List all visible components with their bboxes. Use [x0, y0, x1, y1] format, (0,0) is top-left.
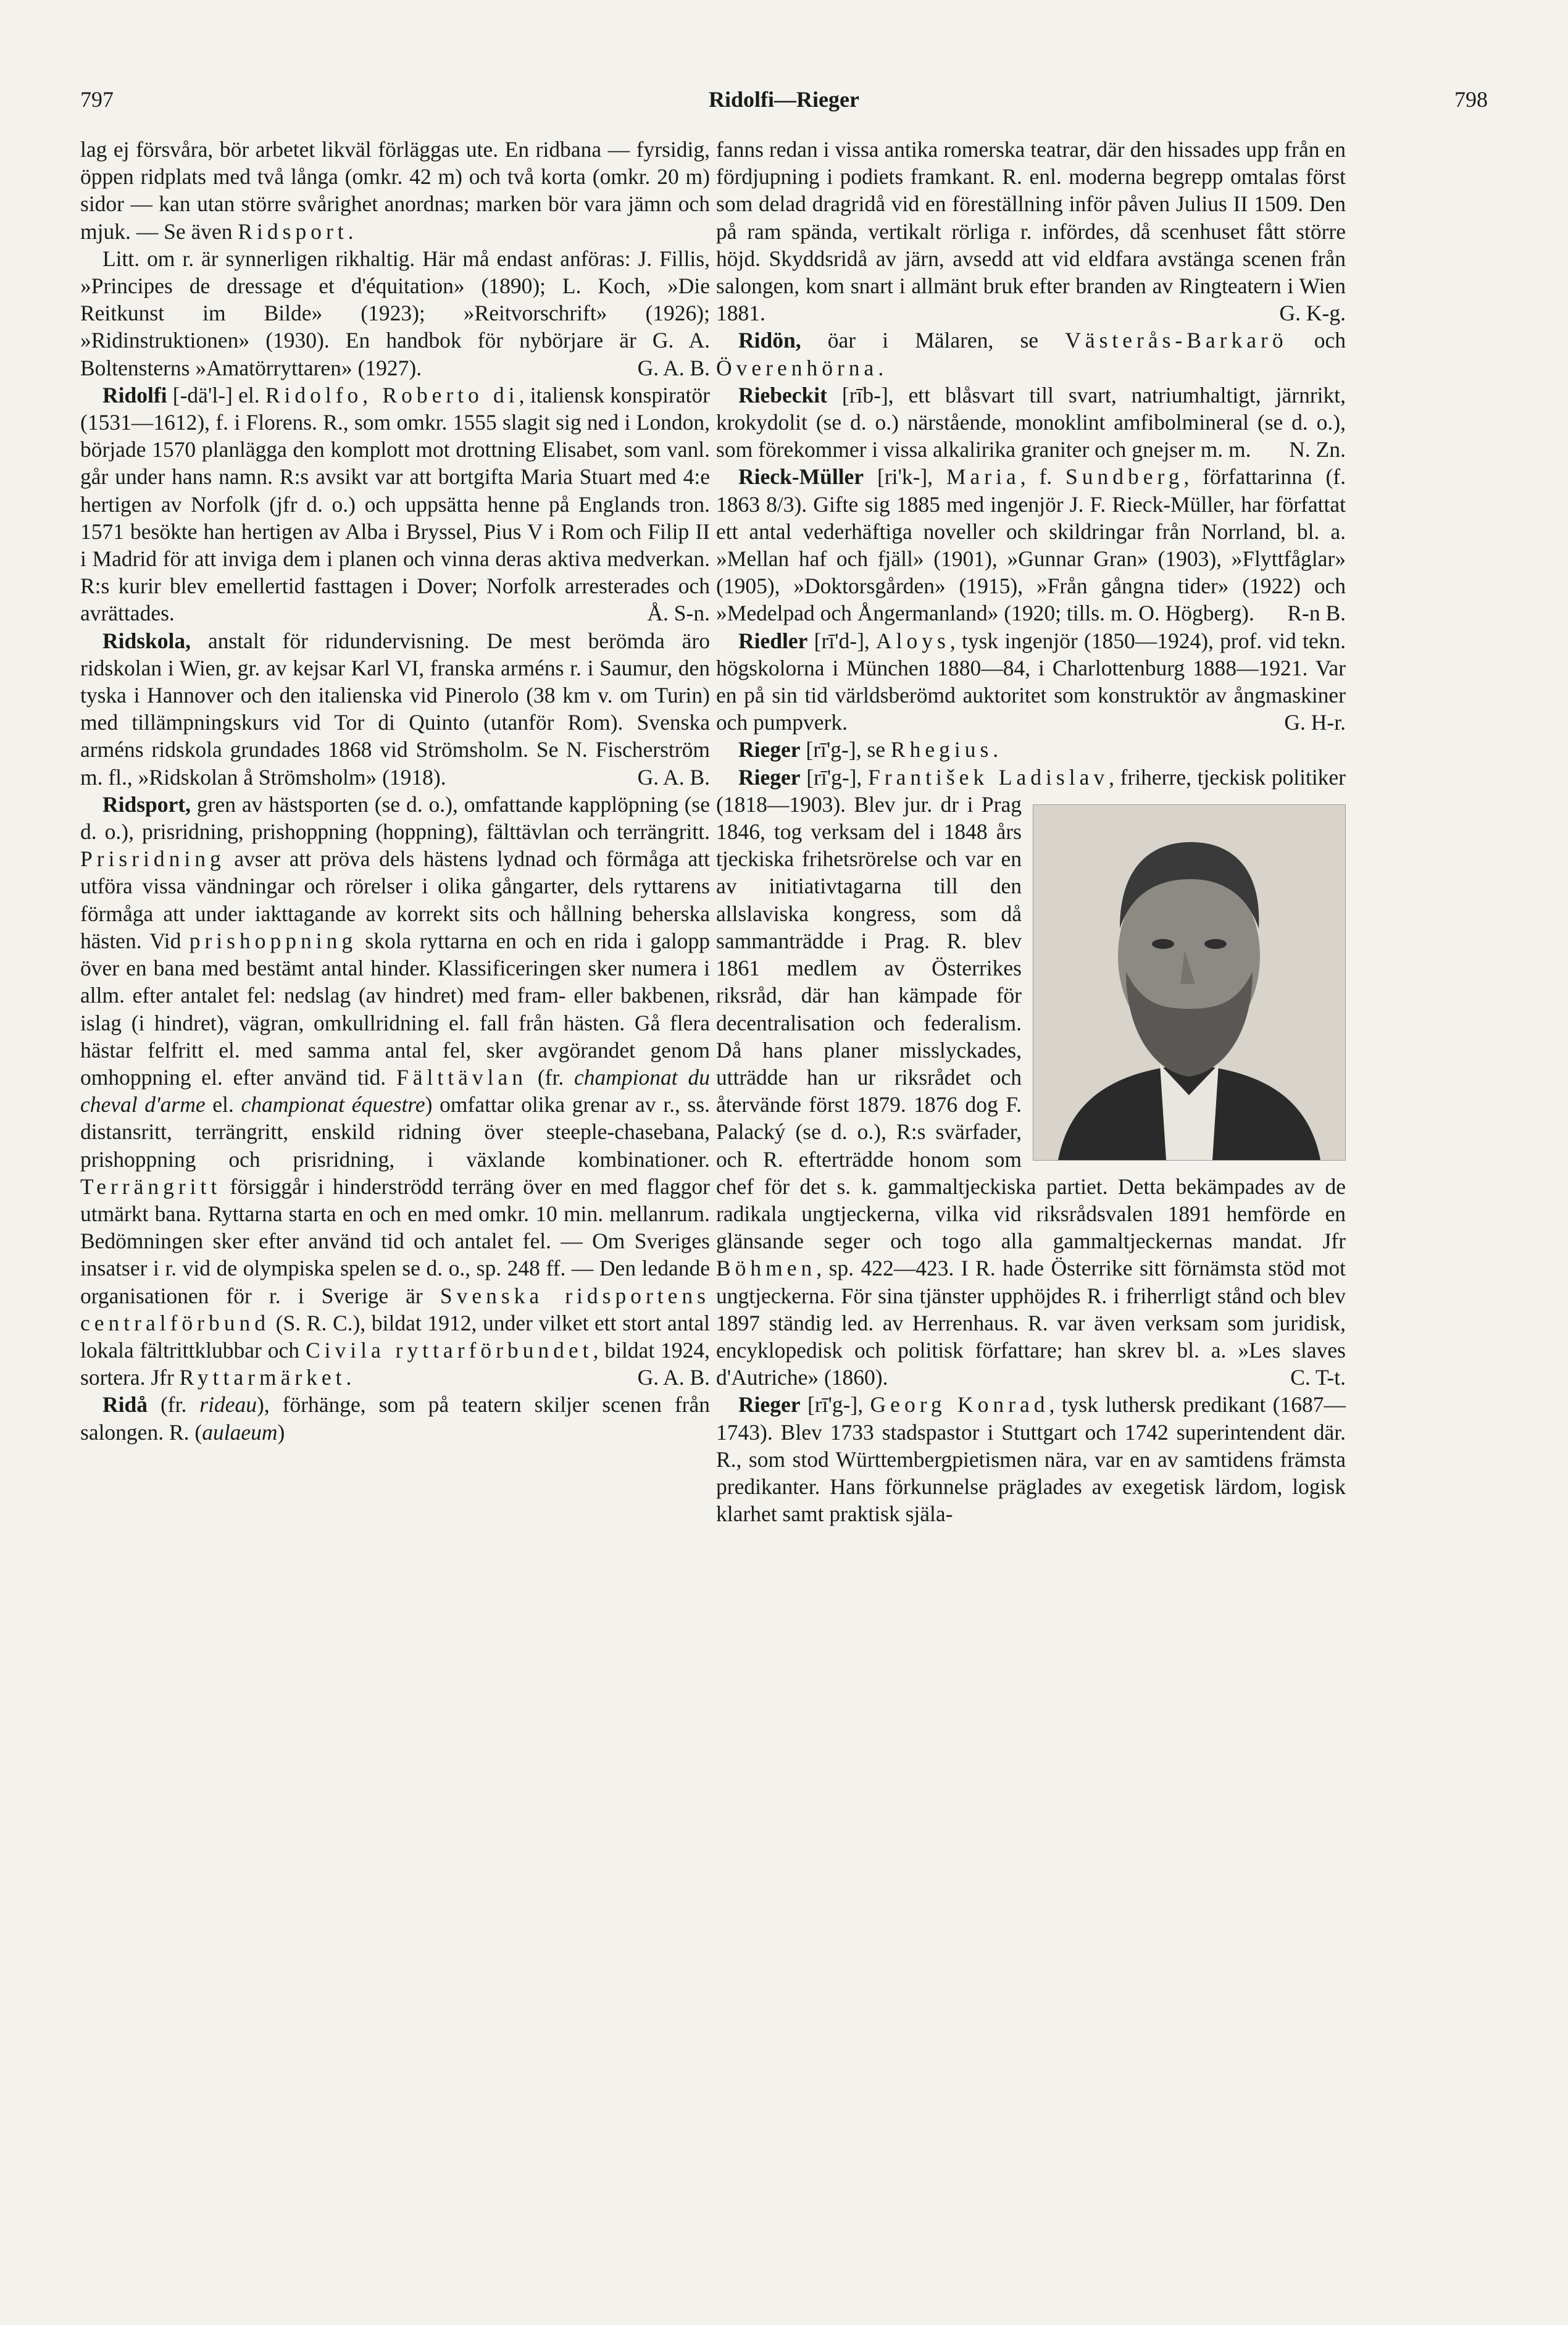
body-text: öar i Mälaren, se	[801, 328, 1065, 353]
headword: Ridå	[102, 1392, 148, 1417]
spaced-name: Ridolfo, Roberto di	[265, 382, 519, 407]
page-number-left: 797	[80, 87, 114, 112]
spaced-term: Fälttävlan	[396, 1064, 527, 1090]
headword: Riedler	[738, 628, 808, 653]
body-text: , f.	[1020, 464, 1066, 490]
cross-reference: Ryttarmärket	[179, 1365, 346, 1390]
author-signature: C. T-t.	[1290, 1365, 1346, 1390]
left-column	[80, 136, 710, 1446]
headword: Ridolfi	[102, 382, 167, 407]
entry-ridskola	[80, 627, 710, 791]
body-text: [ri'k-],	[864, 464, 946, 490]
author-signature: G. A. B.	[637, 764, 710, 790]
entry-rieger-frantisek	[716, 764, 1346, 1392]
body-text: [rī'd-],	[807, 628, 877, 653]
italic-term: rideau	[199, 1392, 257, 1417]
body-text: .	[878, 355, 884, 380]
body-text: skola ryttarna en och en rida i galopp över en bana med bestämt antal hinder. Klassificeringen sker numera i allm. efter antalet fel: nedslag (av hindret) med fram- eller bakbenen, islag (i hindret), vägran, omkullridning el. fall från hästen. Gå flera hästar felfritt el. med samma antal fel, sker avgörandet genom omhoppning el. efter använd tid.	[80, 928, 711, 1090]
entry-rieger-ref	[716, 736, 1346, 763]
cross-reference: Västerås-Barkarö	[1065, 328, 1288, 353]
body-text: (fr.	[527, 1064, 575, 1090]
headword: Rieger	[738, 1392, 801, 1417]
author-signature: Å. S-n.	[647, 601, 710, 626]
spaced-term: Svenska ridsportens centralförbund	[80, 1283, 710, 1335]
body-text: , bildat 1924, sortera. Jfr	[80, 1337, 710, 1390]
cross-reference: Överenhörna	[716, 355, 878, 380]
body-text: lag ej försvåra, bör arbetet likväl förläggas ute. En ridbana — fyrsidig, öppen ridplats med två långa (omkr. 42 m) och två korta (omkr. 20 m) sidor — kan utan större svårighet anordnas; marken bör vara jämn och mjuk. — Se även	[80, 137, 710, 244]
author-signature: G. H-r.	[1284, 710, 1346, 735]
cross-reference: Rhegius	[890, 737, 993, 762]
spaced-name: Georg Konrad	[870, 1392, 1049, 1417]
body-text: ) omfattar olika grenar av r., ss. distansritt, terrängritt, enskild ridning över steeple-chasebana, prishoppning och prisridning, i växlande kombinationer.	[80, 1092, 710, 1172]
author-signature: G. K-g.	[1279, 301, 1346, 326]
body-text: , italiensk konspiratör (1531—1612), f. i Florens. R., som omkr. 1555 slagit sig ned i London, började 1570 planlägga den komplott mot drottning Elisabet, som vanl. går under hans namn. R:s avsikt var att bortgifta Maria Stuart med 4:e hertigen av Norfolk (jfr d. o.) och uppsätta henne på Englands tron. 1571 besökte han hertigen av Alba i Bryssel, Pius V i Rom och Filip II i Madrid för att inviga dem i planen och vinna deras aktiva medverkan. R:s kurir blev emellertid fasttagen i Dover; Norfolk arresterades och avrättades.	[80, 382, 710, 626]
body-text: och	[1287, 328, 1346, 353]
italic-term: championat équestre	[241, 1092, 425, 1117]
entry-rida-continuation	[716, 136, 1346, 327]
spaced-name: František Ladislav	[868, 764, 1109, 790]
entry-ridsport	[80, 791, 710, 1391]
running-title: Ridolfi—Rieger	[709, 87, 859, 112]
body-text: [rīb-], ett blåsvart till svart, natriumhaltigt, järnrikt, krokydolit (se d. o.) närstående, monoklint amfibolmineral (se d. o.), som förekommer i vissa alkalirika graniter och gnejser m. m.	[716, 382, 1346, 462]
entry-rida	[80, 1391, 710, 1445]
literature-paragraph	[80, 245, 710, 382]
body-text: (fr.	[148, 1392, 200, 1417]
headword: Rieck-Müller	[738, 464, 864, 490]
headword: Rieger	[738, 764, 801, 790]
body-text: [rī'g-],	[800, 1392, 870, 1417]
author-signature: G. A. B.	[637, 355, 710, 380]
spaced-name: Sundberg	[1065, 464, 1184, 490]
body-text: ), förhänge, som på teatern skiljer scenen från salongen. R. (	[80, 1392, 710, 1445]
body-text: , friherre, tjeckisk politiker (1818—1903). Blev jur. dr i Prag 1846, tog verksam del i 1848 års tjeckiska frihetsrörelse och var en av initiativtagarna till den allslaviska kongress, som då sammanträdde i Prag. R. blev 1861 medlem av Österrikes riksråd, där han kämpade för decentralisation och federalism. Då hans planer misslyckades, utträdde han ur riksrådet och återvände först 1879. 1876 dog F. Palacký (se d. o.), R:s svärfader, och R. efterträdde honom som chef för det s. k. gammaltjeckiska partiet. Detta bekämpades av de radikala ungtjeckerna, vilka vid riksrådsvalen 1891 hemförde en glänsande seger och togo alla gammaltjeckernas mandat. Jfr	[716, 764, 1346, 1254]
headword: Riebeckit	[738, 382, 827, 407]
spaced-term: Terrängritt	[80, 1174, 222, 1199]
body-text: Litt. om r. är synnerligen rikhaltig. Här må endast anföras: J. Fillis, »Principes de dressage et d'équitation» (1890); L. Koch, »Die Reitkunst im Bilde» (1923); »Reitvorschrift» (1926); »Ridinstruktionen» (1930). En handbok för nybörjare är G. A. Boltensterns »Amatörryttaren» (1927).	[80, 246, 710, 380]
entry-rieck-muller	[716, 463, 1346, 627]
spaced-term: prishoppning	[189, 928, 357, 953]
body-text: (S. R. C.), bildat 1912, under vilket ett stort antal lokala fältrittklubbar och	[80, 1310, 710, 1363]
headword: Ridskola,	[102, 628, 191, 653]
portrait-photo	[1033, 804, 1346, 1161]
body-text: .	[346, 1365, 352, 1390]
body-text: [rī'g-], se	[800, 737, 891, 762]
page-header	[80, 86, 1488, 123]
body-text: el.	[205, 1092, 241, 1117]
portrait-image	[1033, 805, 1345, 1160]
body-text: [-dä'l-] el.	[167, 382, 265, 407]
body-text: gren av hästsporten (se d. o.), omfattande kapplöpning (se d. o.), prisridning, prishoppning (hoppning), fälttävlan och terrängritt.	[80, 791, 710, 845]
cross-reference: Ridsport	[238, 219, 348, 244]
entry-riebeckit	[716, 382, 1346, 464]
body-text: anstalt för ridundervisning. De mest berömda äro ridskolan i Wien, gr. av kejsar Karl VI, franska arméns r. i Saumur, den tyska i Hannover och den italienska vid Pinerolo (38 km v. om Turin) med tillämpningskurs vid Tor di Quinto (utanför Rom). Svenska arméns ridskola grundades 1868 vid Strömsholm. Se N. Fischerström m. fl., »Ridskolan å Strömsholm» (1918).	[80, 628, 710, 790]
italic-term: aulaeum	[202, 1419, 278, 1445]
body-text: [rī'g-],	[800, 764, 869, 790]
page-number-right: 798	[1454, 87, 1488, 112]
body-text: , tysk ingenjör (1850—1924), prof. vid tekn. högskolorna i München 1880—84, i Charlottenburg 1888—1921. Var en på sin tid världsberömd auktoritet som konstruktör av ångmaskiner och pumpverk.	[716, 628, 1346, 735]
body-text: .	[993, 737, 999, 762]
body-text: fanns redan i vissa antika romerska teatrar, där den hissades upp från en fördjupning i podiets framkant. R. enl. moderna begrepp omtalas först som delad dragridå vid en föreställning inför påven Julius II 1509. Den på ram spända, vertikalt rörliga r. infördes, då scenhuset fått större höjd. Skyddsridå av järn, avsedd att vid eldfara avstänga scenen från salongen, kom snart i allmänt bruk efter branden av Ringteatern i Wien 1881.	[716, 137, 1346, 326]
headword: Rieger	[738, 737, 801, 762]
entry-rieger-georg	[716, 1391, 1346, 1527]
spaced-term: Prisridning	[80, 846, 225, 872]
body-text: , sp. 422—423. I R. hade Österrike sitt förnämsta stöd mot ungtjeckerna. För sina tjänster upphöjdes R. i friherrligt stånd och blev 1897 ständig led. av Herrenhaus. R. var även verksam som juridisk, encyklopedisk och politisk författare; han skrev bl. a. »Les slaves d'Autriche» (1860).	[716, 1256, 1346, 1390]
author-signature: N. Zn.	[1289, 437, 1346, 462]
entry-riedler	[716, 627, 1346, 737]
italic-term: championat du cheval d'arme	[80, 1064, 710, 1117]
spaced-name: Maria	[946, 464, 1020, 490]
body-text: avser att pröva dels hästens lydnad och förmåga att utföra vissa vändningar och rörelser i olika gångarter, dels ryttarens förmåga att under iakttagande av korrekt sits och hållning beherska hästen. Vid	[80, 846, 710, 953]
body-text: , tysk luthersk predikant (1687—1743). Blev 1733 stadspastor i Stuttgart och 1742 superintendent där. R., som stod Württembergpietismen nära, var en av samtidens främsta predikanter. Hans förkunnelse präglades av exegetisk lärdom, logisk klarhet samt praktisk själa-	[716, 1392, 1346, 1527]
body-text: )	[277, 1419, 285, 1445]
headword: Ridsport,	[102, 791, 191, 817]
body-text: .	[348, 219, 354, 244]
author-signature: R-n B.	[1287, 601, 1346, 626]
headword: Ridön,	[738, 328, 801, 353]
cross-reference: Böhmen	[716, 1256, 817, 1281]
spaced-name: Aloys	[876, 628, 950, 653]
entry-ridolfi	[80, 382, 710, 627]
entry-continuation	[80, 136, 710, 245]
entry-ridon	[716, 327, 1346, 381]
author-signature: G. A. B.	[637, 1365, 710, 1390]
body-text: försiggår i hinderströdd terräng över en med flaggor utmärkt bana. Ryttarna starta en och en med omkr. 10 min. mellanrum. Bedömningen sker efter använd tid och antalet fel. — Om Sveriges insatser i r. vid de olympiska spelen se d. o., sp. 248 ff. — Den ledande organisationen för r. i Sverige är	[80, 1174, 710, 1308]
spaced-term: Civila ryttarförbundet	[305, 1337, 593, 1363]
body-text: , författarinna (f. 1863 8/3). Gifte sig 1885 med ingenjör J. F. Rieck-Müller, har författat ett antal vederhäftiga noveller och skildringar från Norrland, bl. a. »Mellan haf och fjäll» (1901), »Gunnar Gran» (1903), »Flyttfåglar» (1905), »Doktorsgården» (1915), »Från gångna tider» (1922) och »Medelpad och Ångermanland» (1920; tills. m. O. Högberg).	[716, 464, 1346, 626]
right-column	[716, 136, 1346, 1527]
